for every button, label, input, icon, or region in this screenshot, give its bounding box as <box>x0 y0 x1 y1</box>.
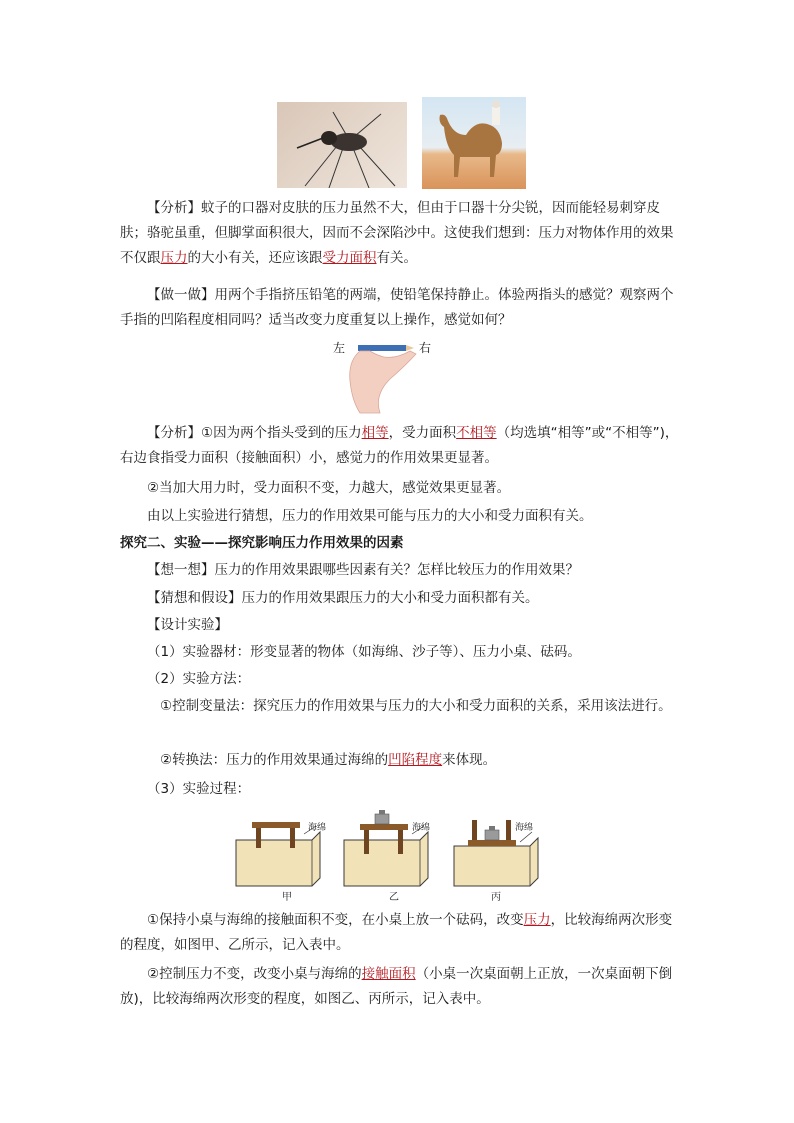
step2-paragraph <box>120 962 680 1012</box>
answer-blank-force: 压力 <box>523 912 551 928</box>
try-it-text: 【做一做】用两个手指挤压铅笔的两端，使铅笔保持静止。体验两指头的感觉？观察两个手指的凹陷程度相同吗？适当改变力度重复以上操作，感觉如何？ <box>120 287 674 328</box>
materials-text: （1）实验器材：形变显著的物体（如海绵、沙子等）、压力小桌、砝码。 <box>147 644 581 660</box>
method-paragraph <box>120 667 680 692</box>
answer-blank-pressure: 压力 <box>160 250 188 266</box>
analysis1-text: 【分析】蚊子的口器对皮肤的压力虽然不大，但由于口器十分尖锐，因而能轻易刺穿皮肤；骆驼虽重，但脚掌面积很大，因而不会深陷沙中。这使我们想到：压力对物体作用的效果不仅跟 <box>120 200 674 266</box>
process-paragraph <box>120 777 680 802</box>
analysis2-text-mid: ，受力面积 <box>388 425 457 441</box>
guess-paragraph <box>120 586 680 611</box>
analysis2-line2: ②当加大用力时，受力面积不变，力越大，感觉效果更显著。 <box>147 480 511 496</box>
sponge-label-2: 海绵 <box>412 823 431 833</box>
step1-text: ①保持小桌与海绵的接触面积不变，在小桌上放一个砝码，改变 <box>147 912 524 928</box>
method2-paragraph <box>120 748 680 773</box>
analysis-paragraph-1 <box>120 196 680 271</box>
answer-blank-depth: 凹陷程度 <box>388 752 443 768</box>
caption-yi: 乙 <box>389 892 399 903</box>
caption-bing: 丙 <box>491 892 501 903</box>
method2-text: ②转换法：压力的作用效果通过海绵的 <box>160 752 389 768</box>
analysis2-text: 【分析】①因为两个指头受到的压力 <box>147 425 362 441</box>
label-right: 右 <box>419 341 432 355</box>
method2-text-end: 来体现。 <box>442 752 497 768</box>
process-text: （3）实验过程： <box>147 781 251 797</box>
mosquito-icon <box>277 102 407 188</box>
analysis-paragraph-2b <box>120 476 680 501</box>
method1-text: ①控制变量法：探究压力的作用效果与压力的大小和受力面积的关系，采用该法进行。 <box>160 698 672 714</box>
analysis-paragraph-2 <box>120 421 680 471</box>
experiment-figure <box>234 808 564 904</box>
guess-text: 【猜想和假设】压力的作用效果跟压力的大小和受力面积都有关。 <box>147 590 539 606</box>
label-left: 左 <box>333 341 346 355</box>
answer-blank-equal: 相等 <box>361 425 389 441</box>
analysis2-text-end: （均选填“相等”或“不相等”)，右边食指受力面积（接触面积）小，感觉力的作用效果更显著。 <box>120 425 679 466</box>
conclusion-paragraph <box>120 504 680 529</box>
pencil-figure <box>330 335 440 415</box>
think-paragraph <box>120 558 680 583</box>
analysis1-text-mid: 的大小有关，还应该跟 <box>187 250 323 266</box>
try-it-paragraph <box>120 283 680 333</box>
answer-blank-contact-area: 接触面积 <box>361 966 416 982</box>
section2-heading-text: 探究二、实验——探究影响压力作用效果的因素 <box>120 535 404 551</box>
analysis1-text-end: 有关。 <box>376 250 417 266</box>
sponge-label-3: 海绵 <box>515 823 534 833</box>
answer-blank-area: 受力面积 <box>322 250 377 266</box>
step1-paragraph <box>120 908 680 958</box>
caption-jia: 甲 <box>282 892 292 903</box>
answer-blank-not-equal: 不相等 <box>456 425 497 441</box>
camel-icon <box>422 97 526 189</box>
step1-text-end: ，比较海绵两次形变的程度，如图甲、乙所示，记入表中。 <box>120 912 673 953</box>
method-text: （2）实验方法： <box>147 671 251 687</box>
step2-text-end: （小桌一次桌面朝上正放，一次桌面朝下倒放)，比较海绵两次形变的程度，如图乙、丙所示，记入表中。 <box>120 966 673 1007</box>
conclusion-text: 由以上实验进行猜想，压力的作用效果可能与压力的大小和受力面积有关。 <box>147 508 593 524</box>
design-text: 【设计实验】 <box>147 617 228 633</box>
design-paragraph <box>120 613 680 638</box>
mosquito-photo <box>277 102 407 188</box>
method1-paragraph <box>120 694 680 719</box>
section2-heading <box>120 531 680 556</box>
camel-rider-photo <box>422 97 526 189</box>
think-text: 【想一想】压力的作用效果跟哪些因素有关？怎样比较压力的作用效果？ <box>147 562 579 578</box>
materials-paragraph <box>120 640 680 665</box>
sponge-label-1: 海绵 <box>308 823 327 833</box>
step2-text: ②控制压力不变，改变小桌与海绵的 <box>147 966 362 982</box>
